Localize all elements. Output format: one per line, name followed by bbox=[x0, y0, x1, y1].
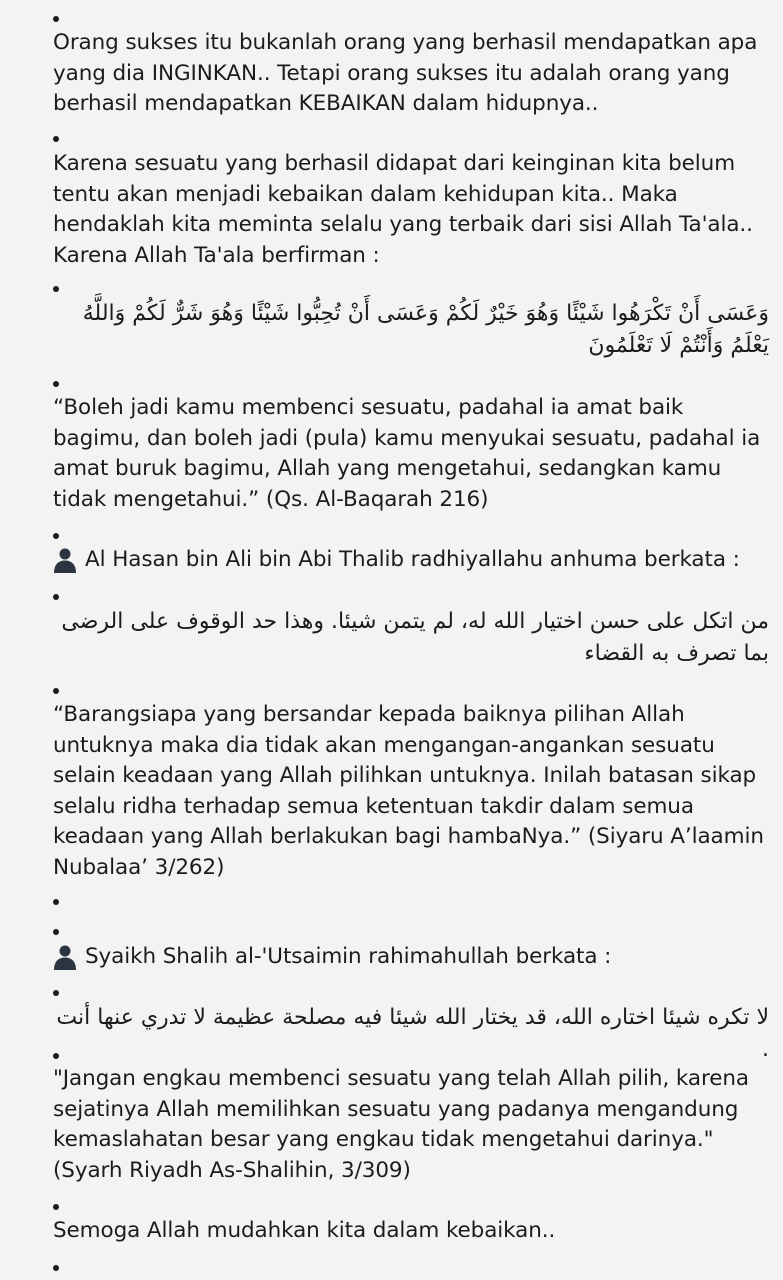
separator-dot bbox=[53, 929, 59, 935]
separator-dot bbox=[53, 1204, 59, 1210]
speaker-name: Syaikh Shalih al-'Utsaimin rahimahullah berkata : bbox=[85, 944, 612, 969]
speaker-name: Al Hasan bin Ali bin Abi Thalib radhiyallahu anhuma berkata : bbox=[85, 547, 740, 572]
speaker-hasan bbox=[53, 545, 768, 576]
separator-dot bbox=[53, 136, 59, 142]
separator-dot bbox=[53, 899, 59, 905]
closing-line: Semoga Allah mudahkan kita dalam kebaikan.. bbox=[53, 1218, 556, 1243]
person-silhouette-icon bbox=[53, 944, 77, 970]
ayah-arabic: وَعَسَى أَنْ تَكْرَهُوا شَيْئًا وَهُوَ خَيْرٌ لَكُمْ وَعَسَى أَنْ تُحِبُّوا شَيْئًا وَهُوَ شَرٌّ لَكُمْ وَاللَّهُ يَعْلَمُ وَأَنْتُمْ لَا تَعْلَمُونَ bbox=[82, 301, 769, 358]
quote1-translation: “Barangsiapa yang bersandar kepada baiknya pilihan Allah untuknya maka dia tidak akan mengangan-angankan sesuatu selain keadaan yang Allah pilihkan untuknya. Inilah batasan sikap selalu ridha terhadap semua ketentuan takdir dalam semua keadaan yang Allah berlakukan bagi hambaNya.” (Siyaru A’laamin Nubalaa’ 3/262) bbox=[53, 702, 764, 880]
paragraph-intro: Orang sukses itu bukanlah orang yang berhasil mendapatkan apa yang dia INGINKAN.. Tetapi orang sukses itu adalah orang yang berhasil mendapatkan KEBAIKAN dalam hidupnya.. bbox=[53, 30, 758, 116]
separator-dot bbox=[53, 990, 59, 996]
separator-dot bbox=[53, 381, 59, 387]
ayah-translation: “Boleh jadi kamu membenci sesuatu, padahal ia amat baik bagimu, dan boleh jadi (pula) kamu menyukai sesuatu, padahal ia amat buruk bagimu, Allah yang mengetahui, sedangkan kamu tidak mengetahui.” (Qs. Al-Baqarah 216) bbox=[53, 395, 761, 512]
separator-dot bbox=[53, 286, 59, 292]
separator-dot bbox=[53, 688, 59, 694]
separator-dot bbox=[53, 16, 59, 22]
speaker-utsaimin bbox=[53, 942, 768, 973]
person-silhouette-icon bbox=[53, 547, 77, 573]
quote1-arabic: من اتكل على حسن اختيار الله له، لم يتمن شيئا. وهذا حد الوقوف على الرضى بما تصرف به القضاء bbox=[61, 609, 769, 666]
separator-dot bbox=[53, 594, 59, 600]
separator-dot bbox=[53, 1265, 59, 1271]
quote2-translation: "Jangan engkau membenci sesuatu yang telah Allah pilih, karena sejatinya Allah memilihkan sesuatu yang padanya mengandung kemaslahatan besar yang engkau tidak mengetahui darinya." (Syarh Riyadh As-Shalihin, 3/309) bbox=[53, 1066, 749, 1183]
separator-dot bbox=[53, 1053, 59, 1059]
paragraph-reason: Karena sesuatu yang berhasil didapat dari keinginan kita belum tentu akan menjadi kebaikan dalam kehidupan kita.. Maka hendaklah kita meminta selalu yang terbaik dari sisi Allah Ta'ala.. Karena Allah Ta'ala berfirman : bbox=[53, 151, 753, 268]
separator-dot bbox=[53, 533, 59, 539]
quote2-arabic: لا تكره شيئا اختاره الله، قد يختار الله شيئا فيه مصلحة عظيمة لا تدري عنها أنت . bbox=[56, 1005, 769, 1062]
